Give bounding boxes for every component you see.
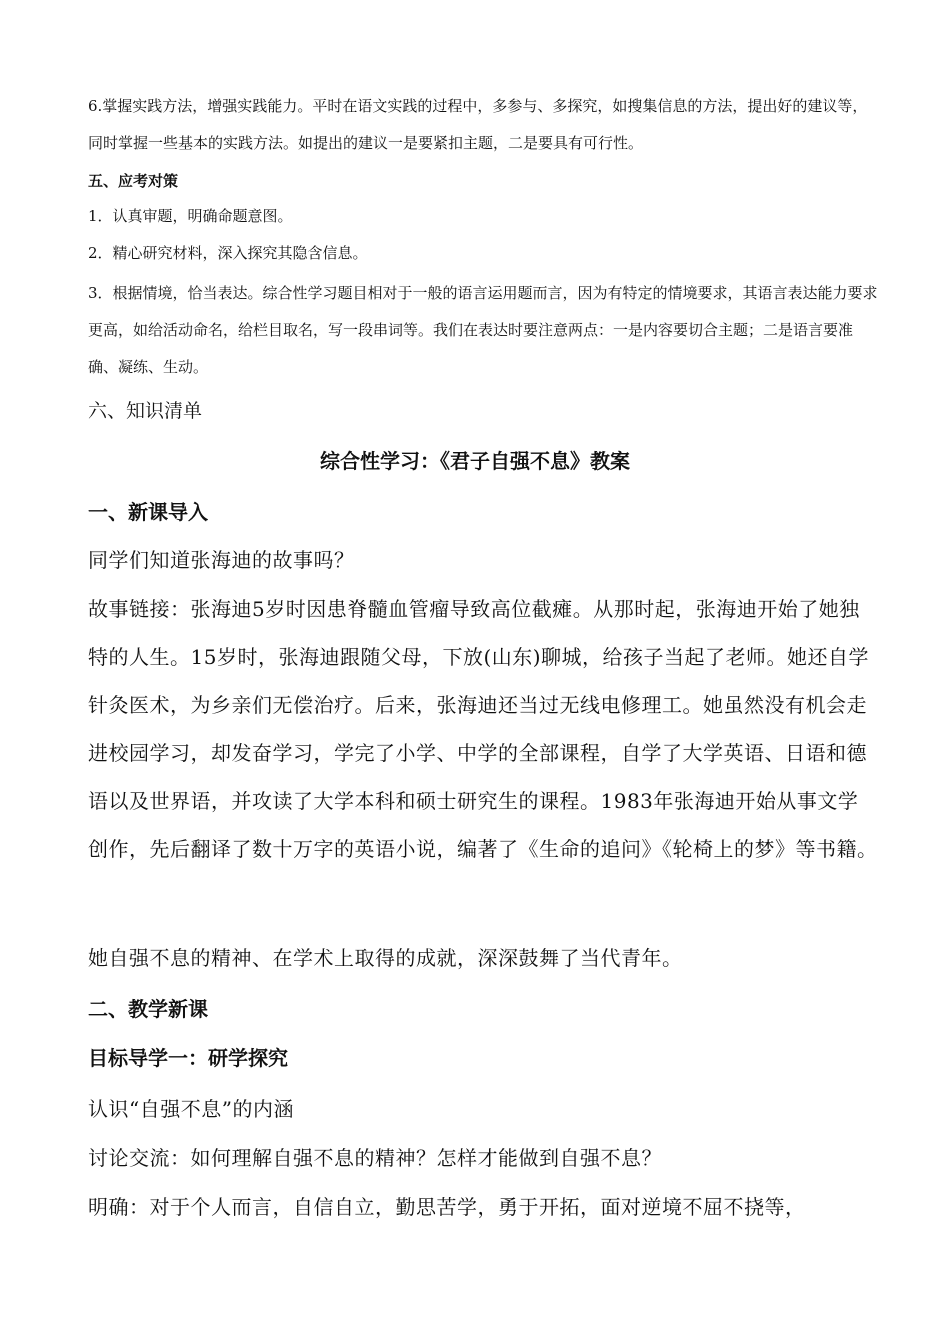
section-6-heading: 六、知识清单 <box>88 400 203 422</box>
paragraph-item-6: 6.掌握实践方法，增强实践能力。平时在语文实践的过程中，多参与、多探究，如搜集信息的方法，提出好的建议等，同时掌握一些基本的实践方法。如提出的建议一是要紧扣主题，二是要具有可行性。 <box>88 97 868 152</box>
section-5-item-3: 3．根据情境，恰当表达。综合性学习题目相对于一般的语言运用题而言，因为有特定的情境要求，其语言表达能力要求更高，如给活动命名，给栏目取名，写一段串词等。我们在表达时要注意两点：一是内容要切合主题；二是语言要准确、凝练、生动。 <box>88 284 878 376</box>
discussion-prompt: 讨论交流：如何理解自强不息的精神？怎样才能做到自强不息？ <box>88 1146 662 1170</box>
intro-question: 同学们知道张海迪的故事吗？ <box>88 548 355 572</box>
clarification-text: 明确：对于个人而言，自信自立，勤思苦学，勇于开拓，面对逆境不屈不挠等， <box>88 1195 806 1219</box>
part-1-heading: 一、新课导入 <box>88 500 208 524</box>
section-5-heading: 五、应考对策 <box>88 172 179 190</box>
goal-1-topic: 认识“自强不息”的内涵 <box>88 1097 294 1121</box>
goal-1-heading: 目标导学一：研学探究 <box>88 1046 288 1070</box>
lesson-title: 综合性学习：《君子自强不息》教案 <box>320 449 630 473</box>
section-5-item-2: 2．精心研究材料，深入探究其隐含信息。 <box>88 244 368 262</box>
section-5-item-1: 1．认真审题，明确命题意图。 <box>88 207 293 225</box>
part-2-heading: 二、教学新课 <box>88 997 208 1021</box>
story-paragraph: 故事链接：张海迪5岁时因患脊髓血管瘤导致高位截瘫。从那时起，张海迪开始了她独特的人生。15岁时，张海迪跟随父母，下放(山东)聊城，给孩子当起了老师。她还自学针灸医术，为乡亲们无偿治疗。后来，张海迪还当过无线电修理工。她虽然没有机会走进校园学习，却发奋学习，学完了小学、中学的全部课程，自学了大学英语、日语和德语以及世界语，并攻读了大学本科和硕士研究生的课程。1983年张海迪开始从事文学创作，先后翻译了数十万字的英语小说，编著了《生命的追问》《轮椅上的梦》等书籍。 <box>88 597 878 861</box>
story-conclusion: 她自强不息的精神、在学术上取得的成就，深深鼓舞了当代青年。 <box>88 946 683 970</box>
